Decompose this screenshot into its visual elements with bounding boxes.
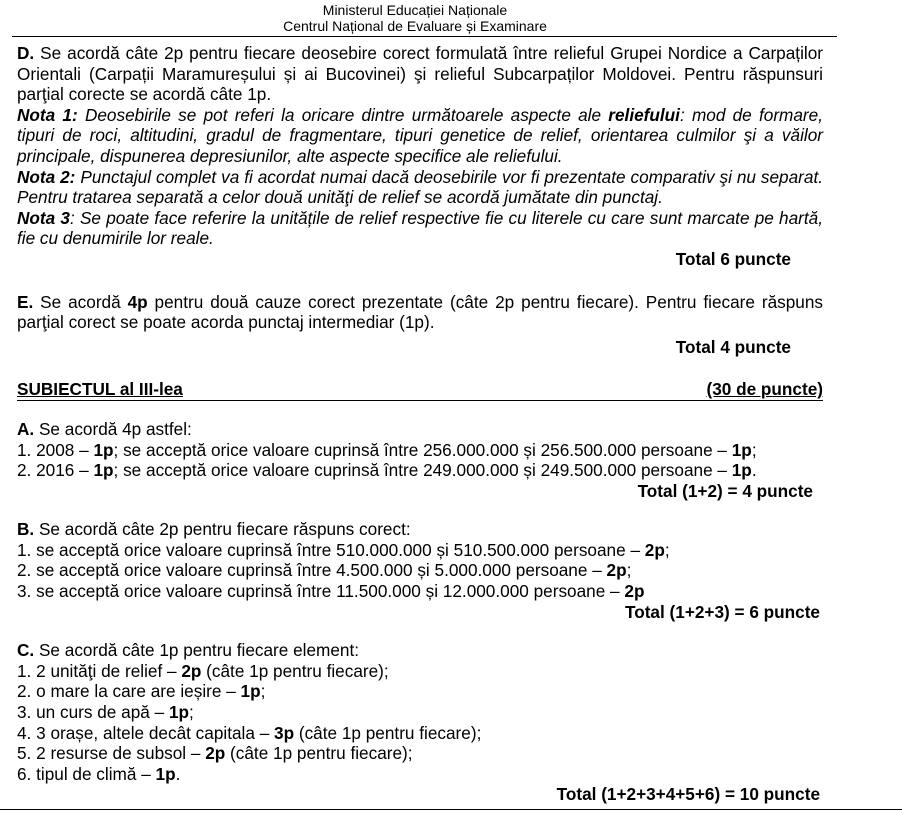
- section-b: [17, 519, 823, 622]
- nota-1: Nota 1: Deosebirile se pot referi la oricare dintre următoarele aspecte ale reliefului: mod de formare, tipuri de roci, altitudini, gradul de fragmentare, tipuri genetice de relief, orientarea culmilor şi a văilor principale, dispunerea depresiunilor, alte aspecte specifice ale reliefului.: [17, 104, 823, 166]
- section-e-letter: E.: [17, 291, 34, 312]
- section-d-intro: D. Se acordă câte 2p pentru fiecare deosebire corect formulată între relieful Grupei Nordice a Carpaților Orientali (Carpații Maramureșului și ai Bucovinei) şi relieful Subcarpaților Moldovei. Pentru răspunsuri parţial corecte se acordă câte 1p.: [17, 43, 823, 105]
- nota-3-label: Nota 3: [17, 207, 70, 228]
- page-header: [0, 2, 830, 34]
- list-item: 1. 2 unităţi de relief – 2p (câte 1p pentru fiecare);: [17, 660, 389, 681]
- section-a-intro: A. Se acordă 4p astfel:: [17, 418, 192, 439]
- list-item: 1. se acceptă orice valoare cuprinsă între 510.000.000 și 510.500.000 persoane – 2p;: [17, 539, 670, 560]
- header-divider: [12, 36, 837, 37]
- section-e-total: Total 4 puncte: [675, 336, 791, 357]
- center-name: Centrul Național de Evaluare și Examinare: [283, 18, 547, 34]
- section-d-letter: D.: [17, 43, 35, 63]
- section-c-intro: C. Se acordă câte 1p pentru fiecare element:: [17, 640, 360, 661]
- section-c-letter: C.: [17, 640, 35, 661]
- list-item: 2. o mare la care are ieșire – 1p;: [17, 681, 266, 702]
- section-a-total: Total (1+2) = 4 puncte: [637, 480, 813, 501]
- subject-3-heading: [17, 379, 823, 401]
- section-c: [17, 640, 823, 805]
- list-item: 6. tipul de climă – 1p.: [17, 763, 181, 784]
- document-body: [17, 43, 823, 805]
- section-c-total: Total (1+2+3+4+5+6) = 10 puncte: [556, 784, 820, 805]
- list-item: 3. un curs de apă – 1p;: [17, 702, 194, 723]
- section-b-letter: B.: [17, 519, 35, 540]
- section-e-text: E. Se acordă 4p pentru două cauze corect prezentate (câte 2p pentru fiecare). Pentru fiecare răspuns parţial corect se poate acorda punctaj intermediar (1p).: [17, 291, 823, 333]
- nota-2: Nota 2: Punctajul complet va fi acordat numai dacă deosebirile vor fi prezentate comparativ şi nu separat. Pentru tratarea separată a celor două unităţi de relief se acordă jumătate din punctaj.: [17, 166, 823, 208]
- list-item: 5. 2 resurse de subsol – 2p (câte 1p pentru fiecare);: [17, 743, 413, 764]
- section-a: [17, 419, 823, 501]
- section-e: [17, 292, 823, 358]
- section-d-total: Total 6 puncte: [675, 248, 791, 269]
- section-b-total: Total (1+2+3) = 6 puncte: [624, 601, 820, 622]
- section-a-letter: A.: [17, 418, 35, 439]
- list-item: 2. se acceptă orice valoare cuprinsă între 4.500.000 și 5.000.000 persoane – 2p;: [17, 560, 632, 581]
- footer-divider: [0, 809, 902, 810]
- nota-1-label: Nota 1:: [17, 104, 78, 125]
- subject-3-title: SUBIECTUL al III-lea: [17, 379, 183, 400]
- list-item: 3. se acceptă orice valoare cuprinsă între 11.500.000 și 12.000.000 persoane – 2p: [17, 581, 645, 602]
- ministry-name: Ministerul Educației Naționale: [322, 2, 508, 18]
- list-item: 1. 2008 – 1p; se acceptă orice valoare cuprinsă între 256.000.000 și 256.500.000 persoane – 1p;: [17, 439, 757, 460]
- list-item: 4. 3 orașe, altele decât capitala – 3p (câte 1p pentru fiecare);: [17, 722, 482, 743]
- nota-3: Nota 3: Se poate face referire la unitățile de relief respective fie cu literele cu care sunt marcate pe hartă, fie cu denumirile lor reale.: [17, 207, 823, 249]
- subject-3-points: (30 de puncte): [706, 379, 823, 400]
- section-d: [17, 43, 823, 270]
- section-b-intro: B. Se acordă câte 2p pentru fiecare răspuns corect:: [17, 519, 411, 540]
- list-item: 2. 2016 – 1p; se acceptă orice valoare cuprinsă între 249.000.000 și 249.500.000 persoane – 1p.: [17, 460, 757, 481]
- nota-2-label: Nota 2:: [17, 166, 76, 187]
